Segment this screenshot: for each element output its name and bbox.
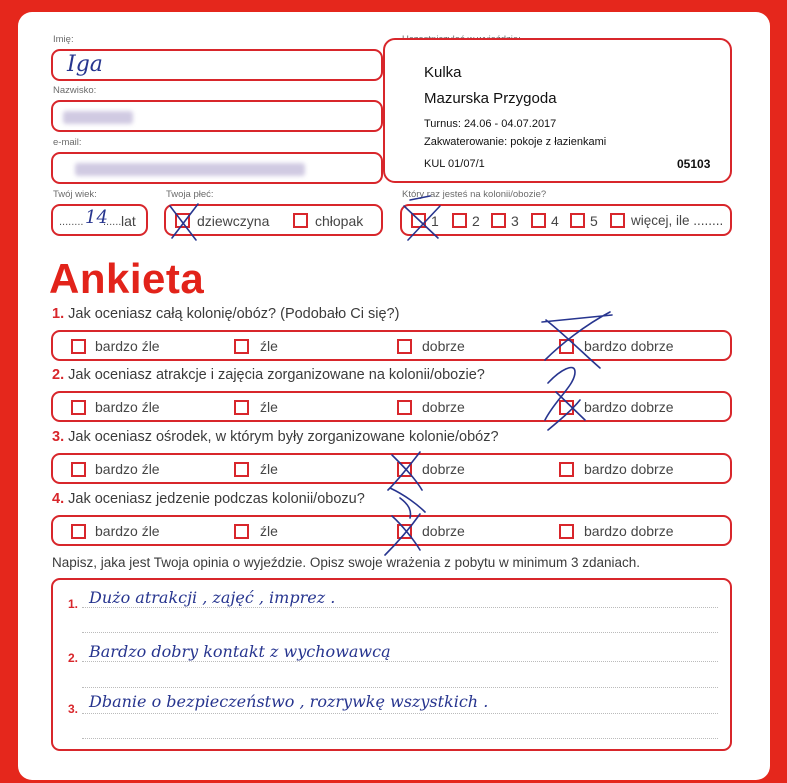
surname-label: Nazwisko: — [53, 85, 97, 96]
gender-checkbox-boy[interactable] — [293, 213, 308, 228]
times-option-5: 5 — [590, 213, 598, 229]
email-field[interactable] — [51, 152, 383, 184]
gender-option-girl: dziewczyna — [197, 213, 270, 229]
opinion-answer-3: Dbanie o bezpieczeństwo , rozrywkę wszystkich . — [89, 692, 489, 711]
times-checkbox-5[interactable] — [570, 213, 585, 228]
age-label: Twój wiek: — [53, 189, 97, 200]
q3-checkbox-good[interactable] — [397, 462, 412, 477]
q4-option-bad: źle — [260, 523, 278, 539]
q3-option-very-bad: bardzo źle — [95, 461, 160, 477]
q4-option-very-bad: bardzo źle — [95, 523, 160, 539]
q1-option-good: dobrze — [422, 338, 465, 354]
trip-turnus: Turnus: 24.06 - 04.07.2017 — [424, 118, 557, 130]
times-label: Który raz jesteś na kolonii/obozie? — [402, 189, 547, 200]
q3-checkbox-very-bad[interactable] — [71, 462, 86, 477]
q2-checkbox-good[interactable] — [397, 400, 412, 415]
opinion-prompt: Napisz, jaka jest Twoja opinia o wyjeździe. Opisz swoje wrażenia z pobytu w minimum 3 zdaniach. — [52, 555, 641, 570]
q1-checkbox-very-good[interactable] — [559, 339, 574, 354]
trip-card — [383, 38, 732, 183]
gender-label: Twoja płeć: — [166, 189, 214, 200]
question-4-text: Jak oceniasz jedzenie podczas kolonii/obozu? — [68, 491, 365, 507]
question-2-number: 2. — [52, 367, 65, 383]
q3-option-very-good: bardzo dobrze — [584, 461, 674, 477]
trip-accommodation: Zakwaterowanie: pokoje z łazienkami — [424, 136, 607, 148]
q2-checkbox-very-bad[interactable] — [71, 400, 86, 415]
age-field[interactable] — [51, 204, 148, 236]
name-label: Imię: — [53, 34, 74, 45]
name-value: Iga — [67, 52, 103, 77]
q2-option-very-good: bardzo dobrze — [584, 399, 674, 415]
q3-option-bad: źle — [260, 461, 278, 477]
question-3-text: Jak oceniasz ośrodek, w którym były zorganizowane kolonie/obóz? — [68, 429, 499, 445]
trip-number: 05103 — [677, 157, 711, 171]
age-dots: ........ — [59, 216, 84, 228]
q2-option-good: dobrze — [422, 399, 465, 415]
q4-option-very-good: bardzo dobrze — [584, 523, 674, 539]
q4-checkbox-bad[interactable] — [234, 524, 249, 539]
question-1 — [52, 306, 399, 322]
q4-checkbox-good[interactable] — [397, 524, 412, 539]
times-checkbox-2[interactable] — [452, 213, 467, 228]
q3-option-good: dobrze — [422, 461, 465, 477]
question-2 — [52, 367, 485, 383]
question-3 — [52, 429, 499, 445]
q4-option-good: dobrze — [422, 523, 465, 539]
q1-option-very-bad: bardzo źle — [95, 338, 160, 354]
times-checkbox-1[interactable] — [411, 213, 426, 228]
opinion-answer-2: Bardzo dobry kontakt z wychowawcą — [89, 642, 391, 661]
q1-option-bad: źle — [260, 338, 278, 354]
writing-line — [82, 738, 718, 739]
times-option-1: 1 — [431, 213, 439, 229]
redacted-surname — [63, 111, 133, 124]
times-option-2: 2 — [472, 213, 480, 229]
gender-checkbox-girl[interactable] — [175, 213, 190, 228]
q2-option-very-bad: bardzo źle — [95, 399, 160, 415]
opinion-number-3: 3. — [68, 702, 79, 716]
writing-line — [82, 713, 718, 714]
question-4-number: 4. — [52, 491, 65, 507]
trip-card-name: Mazurska Przygoda — [424, 90, 557, 107]
age-dots-after: ...... — [103, 216, 122, 228]
writing-line — [82, 607, 718, 608]
q2-checkbox-very-good[interactable] — [559, 400, 574, 415]
gender-field — [164, 204, 383, 236]
q2-option-bad: źle — [260, 399, 278, 415]
q2-checkbox-bad[interactable] — [234, 400, 249, 415]
email-label: e-mail: — [53, 137, 82, 148]
surname-field[interactable] — [51, 100, 383, 132]
opinion-answer-1: Dużo atrakcji , zajęć , imprez . — [89, 588, 336, 607]
question-1-text: Jak oceniasz całą kolonię/obóz? (Podobało Ci się?) — [68, 306, 400, 322]
opinion-number-1: 1. — [68, 597, 79, 611]
question-1-number: 1. — [52, 306, 65, 322]
question-1-options — [51, 330, 732, 361]
times-checkbox-3[interactable] — [491, 213, 506, 228]
survey-title: Ankieta — [49, 255, 205, 302]
writing-line — [82, 687, 718, 688]
age-unit: lat — [121, 213, 136, 229]
question-4 — [52, 491, 365, 507]
times-option-4: 4 — [551, 213, 559, 229]
q1-checkbox-bad[interactable] — [234, 339, 249, 354]
q4-checkbox-very-bad[interactable] — [71, 524, 86, 539]
times-option-3: 3 — [511, 213, 519, 229]
gender-option-boy: chłopak — [315, 213, 364, 229]
trip-card-title: Kulka — [424, 64, 462, 81]
question-2-options — [51, 391, 732, 422]
name-field[interactable] — [51, 49, 383, 81]
question-2-text: Jak oceniasz atrakcje i zajęcia zorganizowane na kolonii/obozie? — [68, 367, 485, 383]
times-field — [400, 204, 732, 236]
trip-code: KUL 01/07/1 — [424, 158, 485, 170]
opinion-number-2: 2. — [68, 651, 79, 665]
q3-checkbox-very-good[interactable] — [559, 462, 574, 477]
question-3-number: 3. — [52, 429, 65, 445]
times-checkbox-more[interactable] — [610, 213, 625, 228]
question-4-options — [51, 515, 732, 546]
q1-option-very-good: bardzo dobrze — [584, 338, 674, 354]
times-option-more: więcej, ile ........ — [631, 213, 724, 228]
opinion-field[interactable] — [51, 578, 732, 751]
q4-checkbox-very-good[interactable] — [559, 524, 574, 539]
writing-line — [82, 632, 718, 633]
times-checkbox-4[interactable] — [531, 213, 546, 228]
redacted-email — [75, 163, 305, 176]
q1-checkbox-good[interactable] — [397, 339, 412, 354]
age-value: 14 — [85, 207, 108, 228]
q3-checkbox-bad[interactable] — [234, 462, 249, 477]
question-3-options — [51, 453, 732, 484]
writing-line — [82, 661, 718, 662]
q1-checkbox-very-bad[interactable] — [71, 339, 86, 354]
